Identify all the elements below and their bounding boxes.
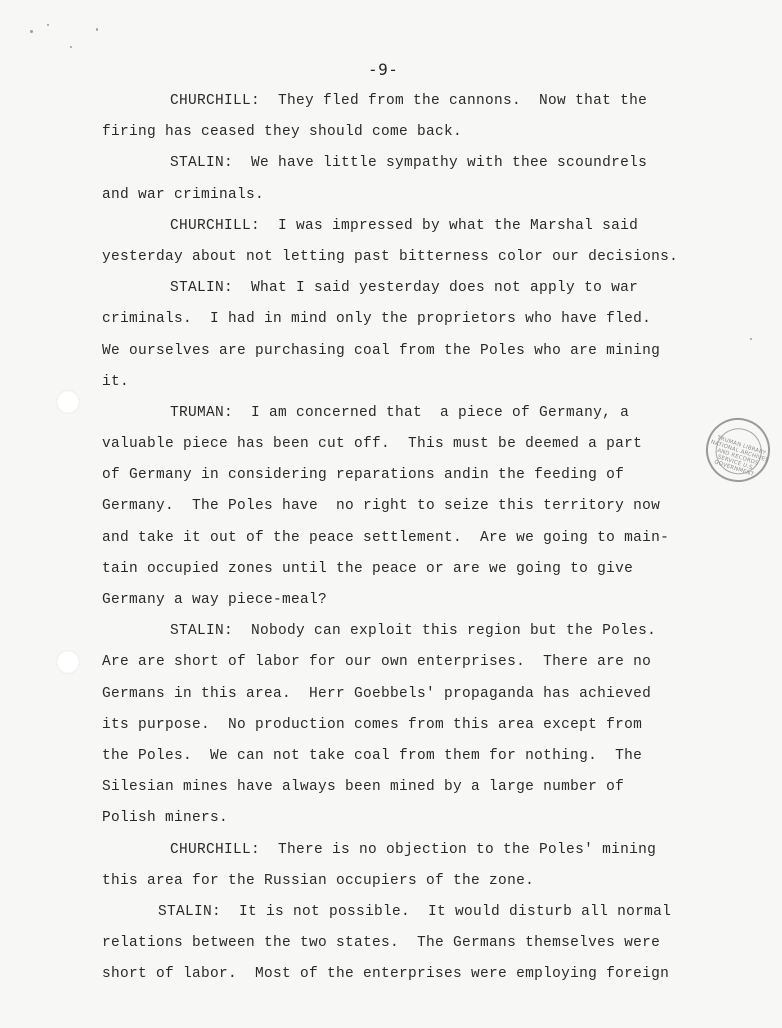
transcript-line: STALIN: We have little sympathy with thee scoundrels: [170, 155, 648, 172]
transcript-line: CHURCHILL: They fled from the cannons. Now that the: [170, 93, 648, 109]
transcript-line: it.: [102, 373, 130, 390]
transcript-line: valuable piece has been cut off. This must be deemed a part: [102, 436, 643, 453]
transcript-line: relations between the two states. The Germans themselves were: [102, 935, 661, 952]
transcript-line: STALIN: It is not possible. It would disturb all normal: [158, 903, 672, 920]
transcript-line: criminals. I had in mind only the proprietors who have fled.: [102, 311, 652, 328]
transcript-line: We ourselves are purchasing coal from the Poles who are mining: [102, 342, 661, 359]
transcript-line: STALIN: Nobody can exploit this region but the Poles.: [170, 623, 657, 640]
transcript-line: Polish miners.: [102, 810, 229, 827]
transcript-line: Germans in this area. Herr Goebbels' propaganda has achieved: [102, 685, 652, 702]
transcript-line: TRUMAN: I am concerned that a piece of Germany, a: [170, 404, 630, 421]
paper-speck: [47, 24, 49, 26]
transcript-line: and war criminals.: [102, 186, 265, 203]
transcript-line: Germany a way piece-meal?: [102, 592, 328, 608]
punch-hole-bottom: [56, 650, 80, 674]
transcript-line: of Germany in considering reparations andin the feeding of: [102, 467, 625, 484]
transcript-line: this area for the Russian occupiers of the zone.: [102, 872, 535, 889]
transcript-line: Silesian mines have always been mined by a large number of: [102, 779, 625, 796]
paper-speck: [750, 338, 752, 340]
page-number: -9-: [368, 60, 399, 79]
transcript-line: STALIN: What I said yesterday does not apply to war: [170, 280, 639, 297]
transcript-line: and take it out of the peace settlement. Are we going to main-: [102, 529, 670, 546]
transcript-line: tain occupied zones until the peace or are we going to give: [102, 560, 634, 577]
punch-hole-top: [56, 390, 80, 414]
archive-stamp-text: TRUMAN LIBRARY NATIONAL ARCHIVES AND RECORDS SERVICE U.S. GOVERNMENT: [709, 435, 770, 478]
paper-speck: [70, 46, 72, 48]
transcript-line: its purpose. No production comes from this area except from: [102, 716, 643, 733]
transcript-line: Are are short of labor for our own enterprises. There are no: [102, 654, 652, 671]
transcript-body: [102, 86, 722, 990]
transcript-line: firing has ceased they should come back.: [102, 124, 463, 141]
transcript-line: Germany. The Poles have no right to seize this territory now: [102, 498, 661, 515]
transcript-line: yesterday about not letting past bitterness color our decisions.: [102, 248, 679, 265]
transcript-line: the Poles. We can not take coal from them for nothing. The: [102, 747, 643, 764]
transcript-line: CHURCHILL: There is no objection to the Poles' mining: [170, 841, 657, 858]
paper-speck: [30, 30, 33, 33]
transcript-line: CHURCHILL: I was impressed by what the Marshal said: [170, 217, 639, 234]
paper-speck: [96, 28, 98, 31]
transcript-line: short of labor. Most of the enterprises were employing foreign: [102, 966, 670, 983]
